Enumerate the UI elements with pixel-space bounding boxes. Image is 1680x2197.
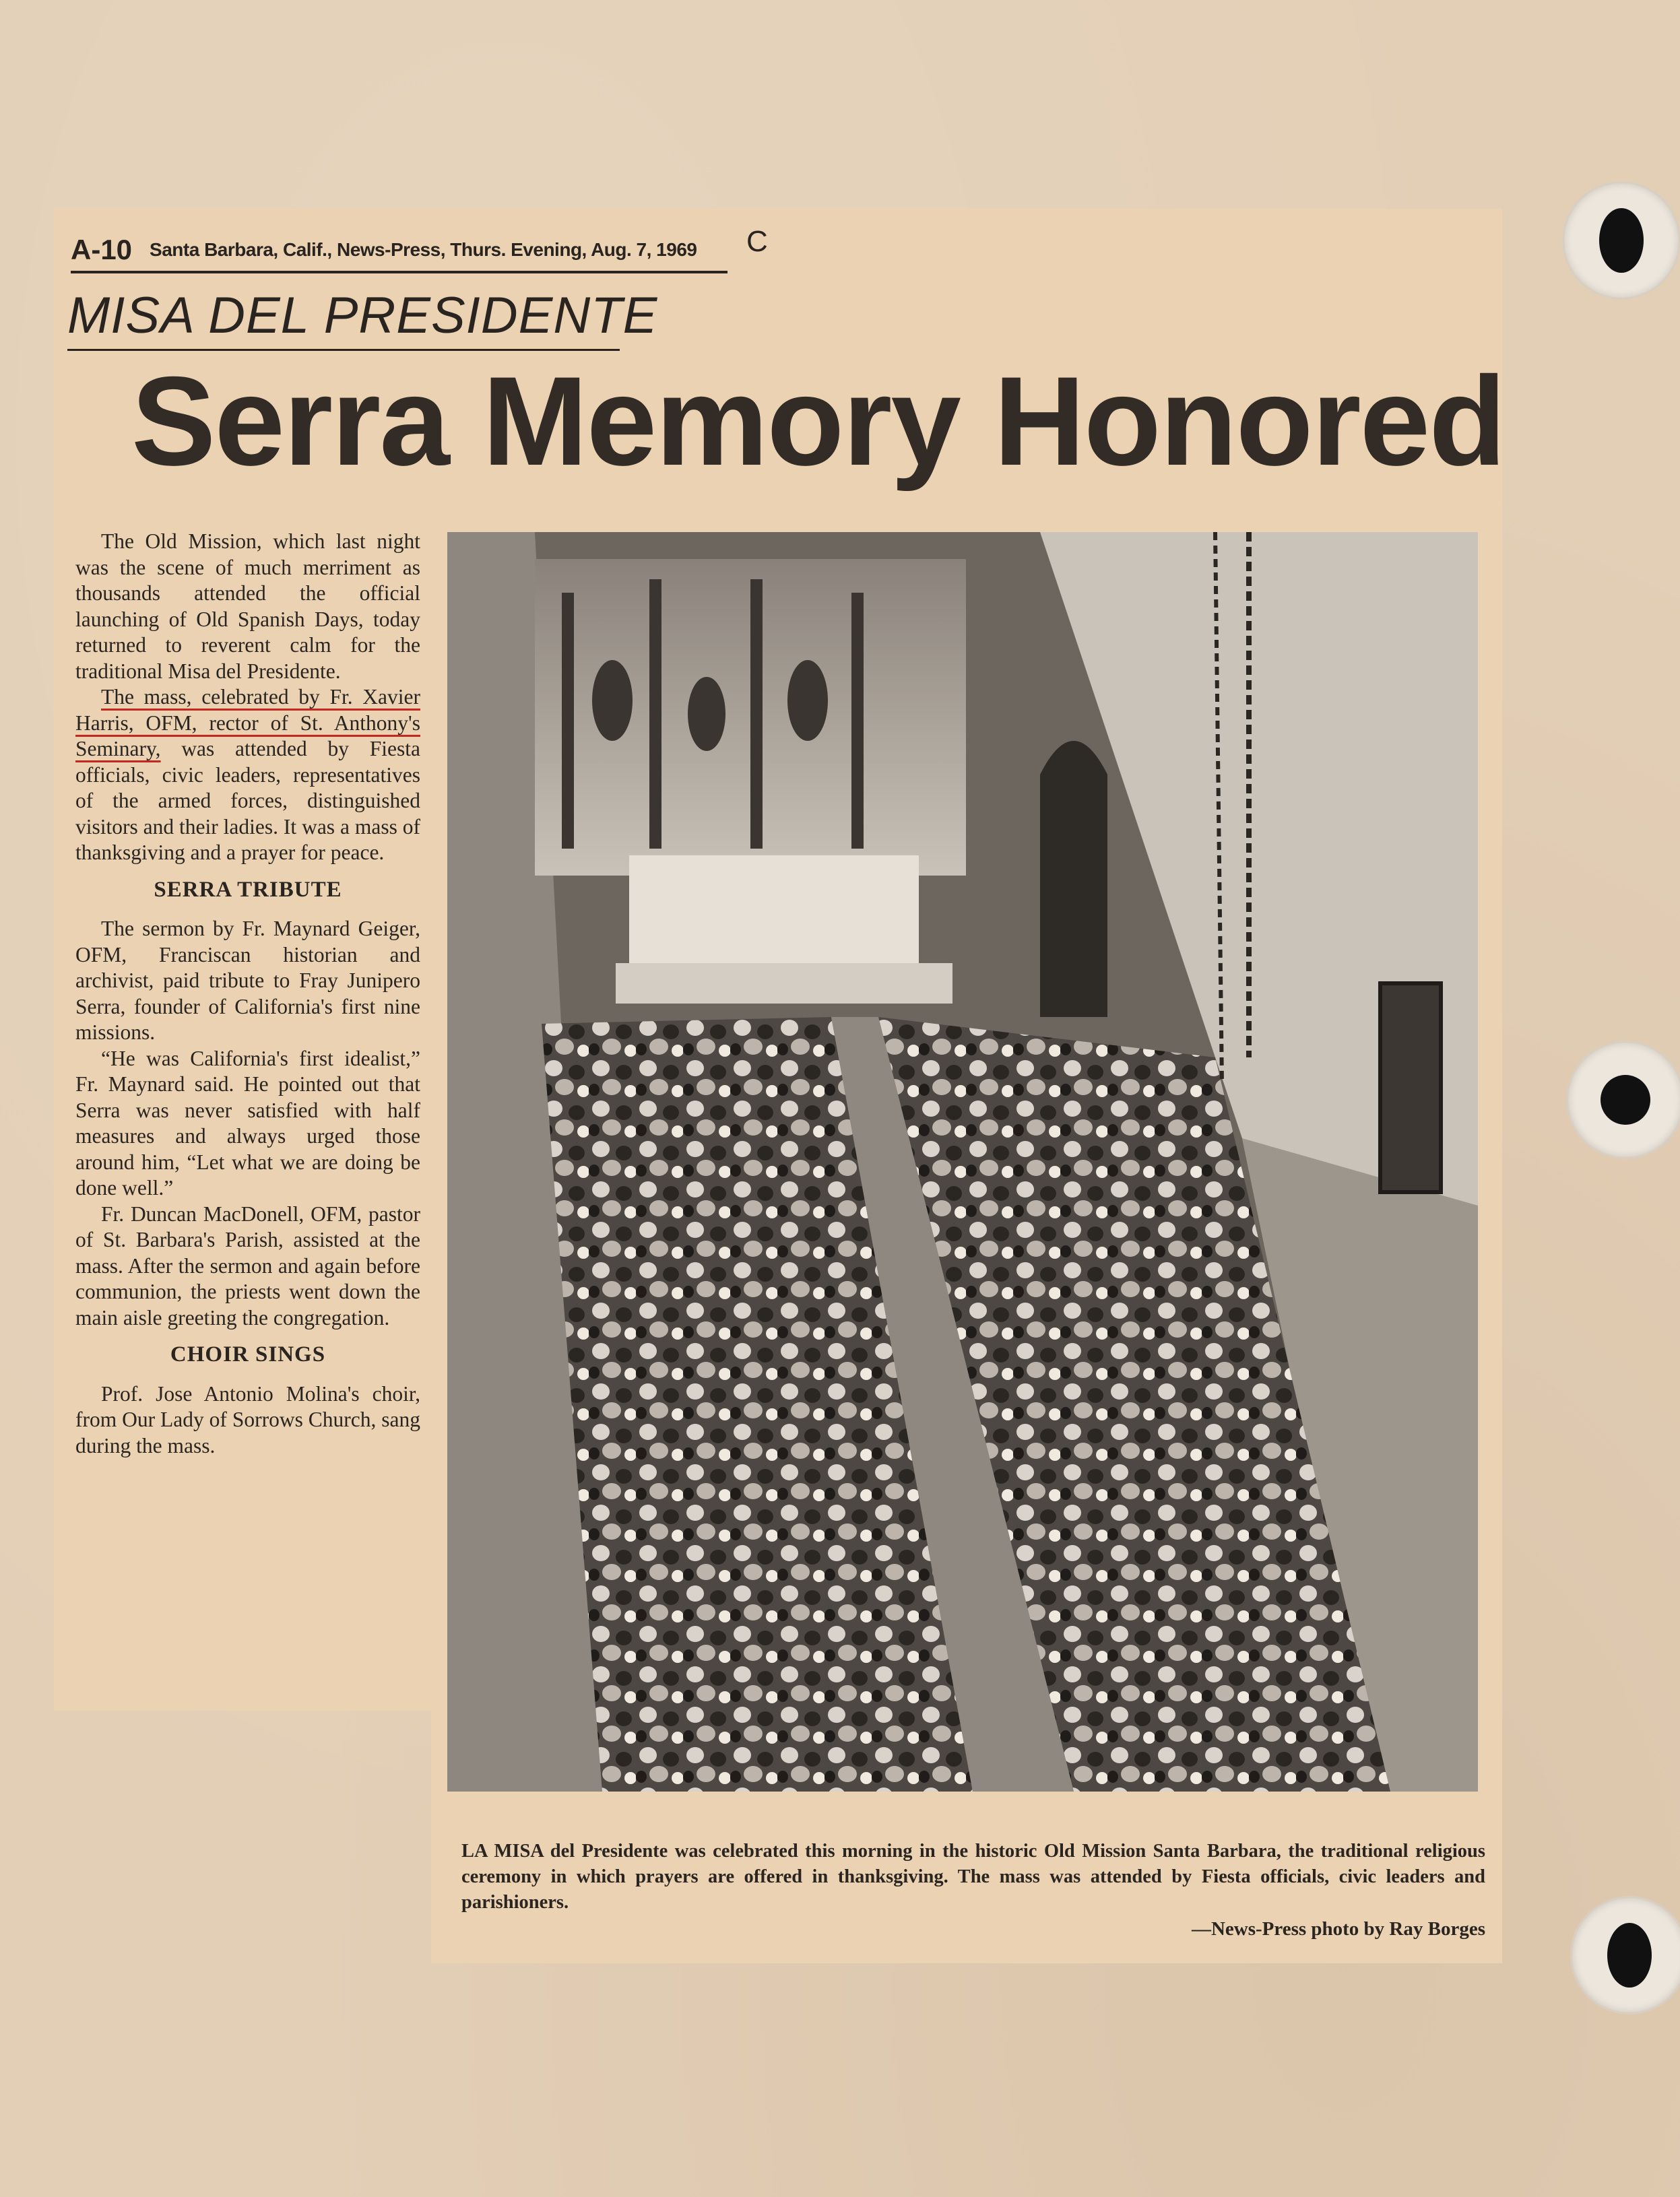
edition-mark: C: [746, 225, 768, 258]
article-paragraph: [75, 684, 420, 866]
main-headline: Serra Memory Honored: [131, 350, 1506, 492]
kicker-headline: MISA DEL PRESIDENTE: [67, 283, 620, 351]
binder-hole-middle: [1568, 1043, 1680, 1157]
dateline-text: Santa Barbara, Calif., News-Press, Thurs. Evening, Aug. 7, 1969: [150, 239, 697, 260]
subhead-choir-sings: CHOIR SINGS: [170, 1342, 326, 1367]
underlined-passage: The mass, celebrated by Fr. Xavier Harris, OFM, rector of St. Anthony's Seminary,: [75, 685, 420, 760]
article-paragraph: Prof. Jose Antonio Molina's choir, from Our Lady of Sorrows Church, sang during the mass.: [75, 1381, 420, 1457]
photo-caption: LA MISA del Presidente was celebrated this morning in the historic Old Mission Santa Barbara, the traditional religious ceremony in which prayers are offered in thanksgiving. The mass was attended by Fiesta officials, civic leaders and parishioners.: [461, 1841, 1485, 1913]
mission-interior-photo: [447, 532, 1478, 1792]
binder-hole-top: [1564, 183, 1679, 298]
article-paragraph: The sermon by Fr. Maynard Geiger, OFM, Franciscan historian and archivist, paid tribute to Fray Junipero Serra, founder of California's first nine missions.: [75, 917, 420, 1044]
article-column: [75, 529, 420, 1459]
article-paragraph: Fr. Duncan MacDonell, OFM, pastor of St. Barbara's Parish, assisted at the mass. After the sermon and again before communion, the priests went down the main aisle greeting the congregation.: [75, 1202, 420, 1330]
article-paragraph: The Old Mission, which last night was the scene of much merriment as thousands attended the official launching of Old Spanish Days, today returned to reverent calm for the traditional Misa del Presidente.: [75, 529, 420, 683]
subhead-serra-tribute: SERRA TRIBUTE: [154, 877, 342, 902]
photo-credit: —News-Press photo by Ray Borges: [1191, 1918, 1485, 1940]
binder-hole-bottom: [1572, 1898, 1680, 2012]
article-paragraph: “He was California's first idealist,” Fr. Maynard said. He pointed out that Serra was never satisfied with half measures and always urged those around him, “Let what we are doing be done well.”: [75, 1046, 420, 1200]
dateline: [71, 229, 728, 273]
article-paragraph-rest: was attended by Fiesta officials, civic leaders, representatives of the armed forces, distinguished visitors and their ladies. It was a mass of thanksgiving and a prayer for peace.: [75, 737, 420, 864]
page-number: A-10: [71, 234, 133, 265]
